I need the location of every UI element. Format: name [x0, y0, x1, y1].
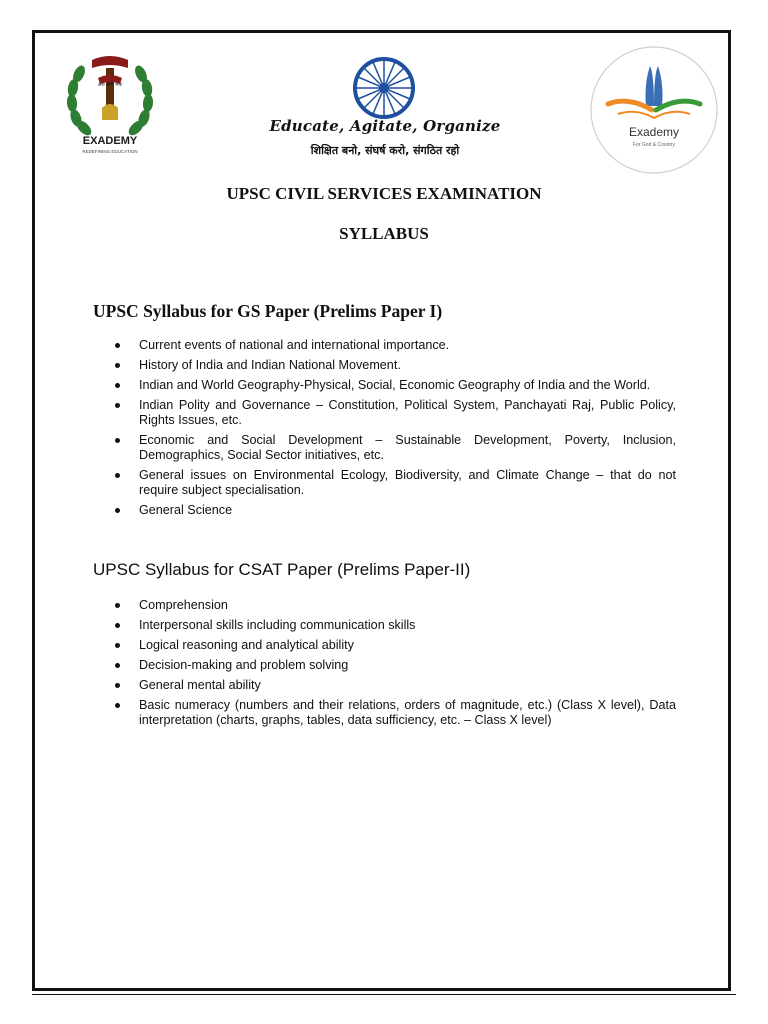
motto-english: Educate, Agitate, Organize [269, 117, 501, 135]
bullet-icon [115, 438, 120, 443]
list-item: Current events of national and international importance. [112, 338, 676, 353]
right-logo-name: Exademy [628, 125, 680, 139]
motto-hindi: शिक्षित बनो, संघर्ष करो, संगठित रहो [310, 144, 460, 157]
list-item: Interpersonal skills including communication skills [112, 618, 676, 633]
csat-paper-heading: UPSC Syllabus for CSAT Paper (Prelims Paper-II) [93, 560, 471, 579]
list-item: General mental ability [112, 678, 676, 693]
document-subtitle: SYLLABUS [339, 224, 429, 243]
list-item: Economic and Social Development – Sustainable Development, Poverty, Inclusion, Demographics, Social Sector initiatives, etc. [112, 433, 676, 463]
bullet-icon [115, 403, 120, 408]
bullet-icon [115, 508, 120, 513]
bullet-icon [115, 623, 120, 628]
list-item: Logical reasoning and analytical ability [112, 638, 676, 653]
bullet-icon [115, 473, 120, 478]
list-item: General Science [112, 503, 676, 518]
exademy-circle-logo [588, 44, 720, 176]
bullet-icon [115, 343, 120, 348]
csat-syllabus-list [112, 598, 676, 733]
bullet-icon [115, 363, 120, 368]
page-border-bottom-line [32, 994, 736, 995]
list-item: Indian and World Geography-Physical, Social, Economic Geography of India and the World. [112, 378, 676, 393]
list-item: Decision-making and problem solving [112, 658, 676, 673]
gs-syllabus-list [112, 338, 676, 523]
list-item: Indian Polity and Governance – Constitution, Political System, Panchayati Raj, Public Policy, Rights Issues, etc. [112, 398, 676, 428]
ashoka-chakra-logo [352, 56, 416, 120]
exademy-wreath-logo [62, 48, 158, 158]
bullet-icon [115, 643, 120, 648]
document-title: UPSC CIVIL SERVICES EXAMINATION [226, 184, 542, 203]
wreath-inscription: अथ योगे भवः [97, 82, 123, 88]
left-logo-tagline: REDEFINING EDUCATION [82, 149, 138, 154]
list-item: General issues on Environmental Ecology, Biodiversity, and Climate Change – that do not require subject specialisation. [112, 468, 676, 498]
list-item: Comprehension [112, 598, 676, 613]
right-logo-tagline: For God & Country [633, 142, 675, 148]
list-item: Basic numeracy (numbers and their relations, orders of magnitude, etc.) (Class X level), Data interpretation (charts, graphs, tables, data sufficiency, etc. – Class X level) [112, 698, 676, 728]
bullet-icon [115, 703, 120, 708]
list-item: History of India and Indian National Movement. [112, 358, 676, 373]
left-logo-name: EXADEMY [82, 135, 138, 147]
bullet-icon [115, 663, 120, 668]
bullet-icon [115, 683, 120, 688]
bullet-icon [115, 603, 120, 608]
bullet-icon [115, 383, 120, 388]
gs-paper-heading: UPSC Syllabus for GS Paper (Prelims Paper I) [93, 301, 443, 321]
